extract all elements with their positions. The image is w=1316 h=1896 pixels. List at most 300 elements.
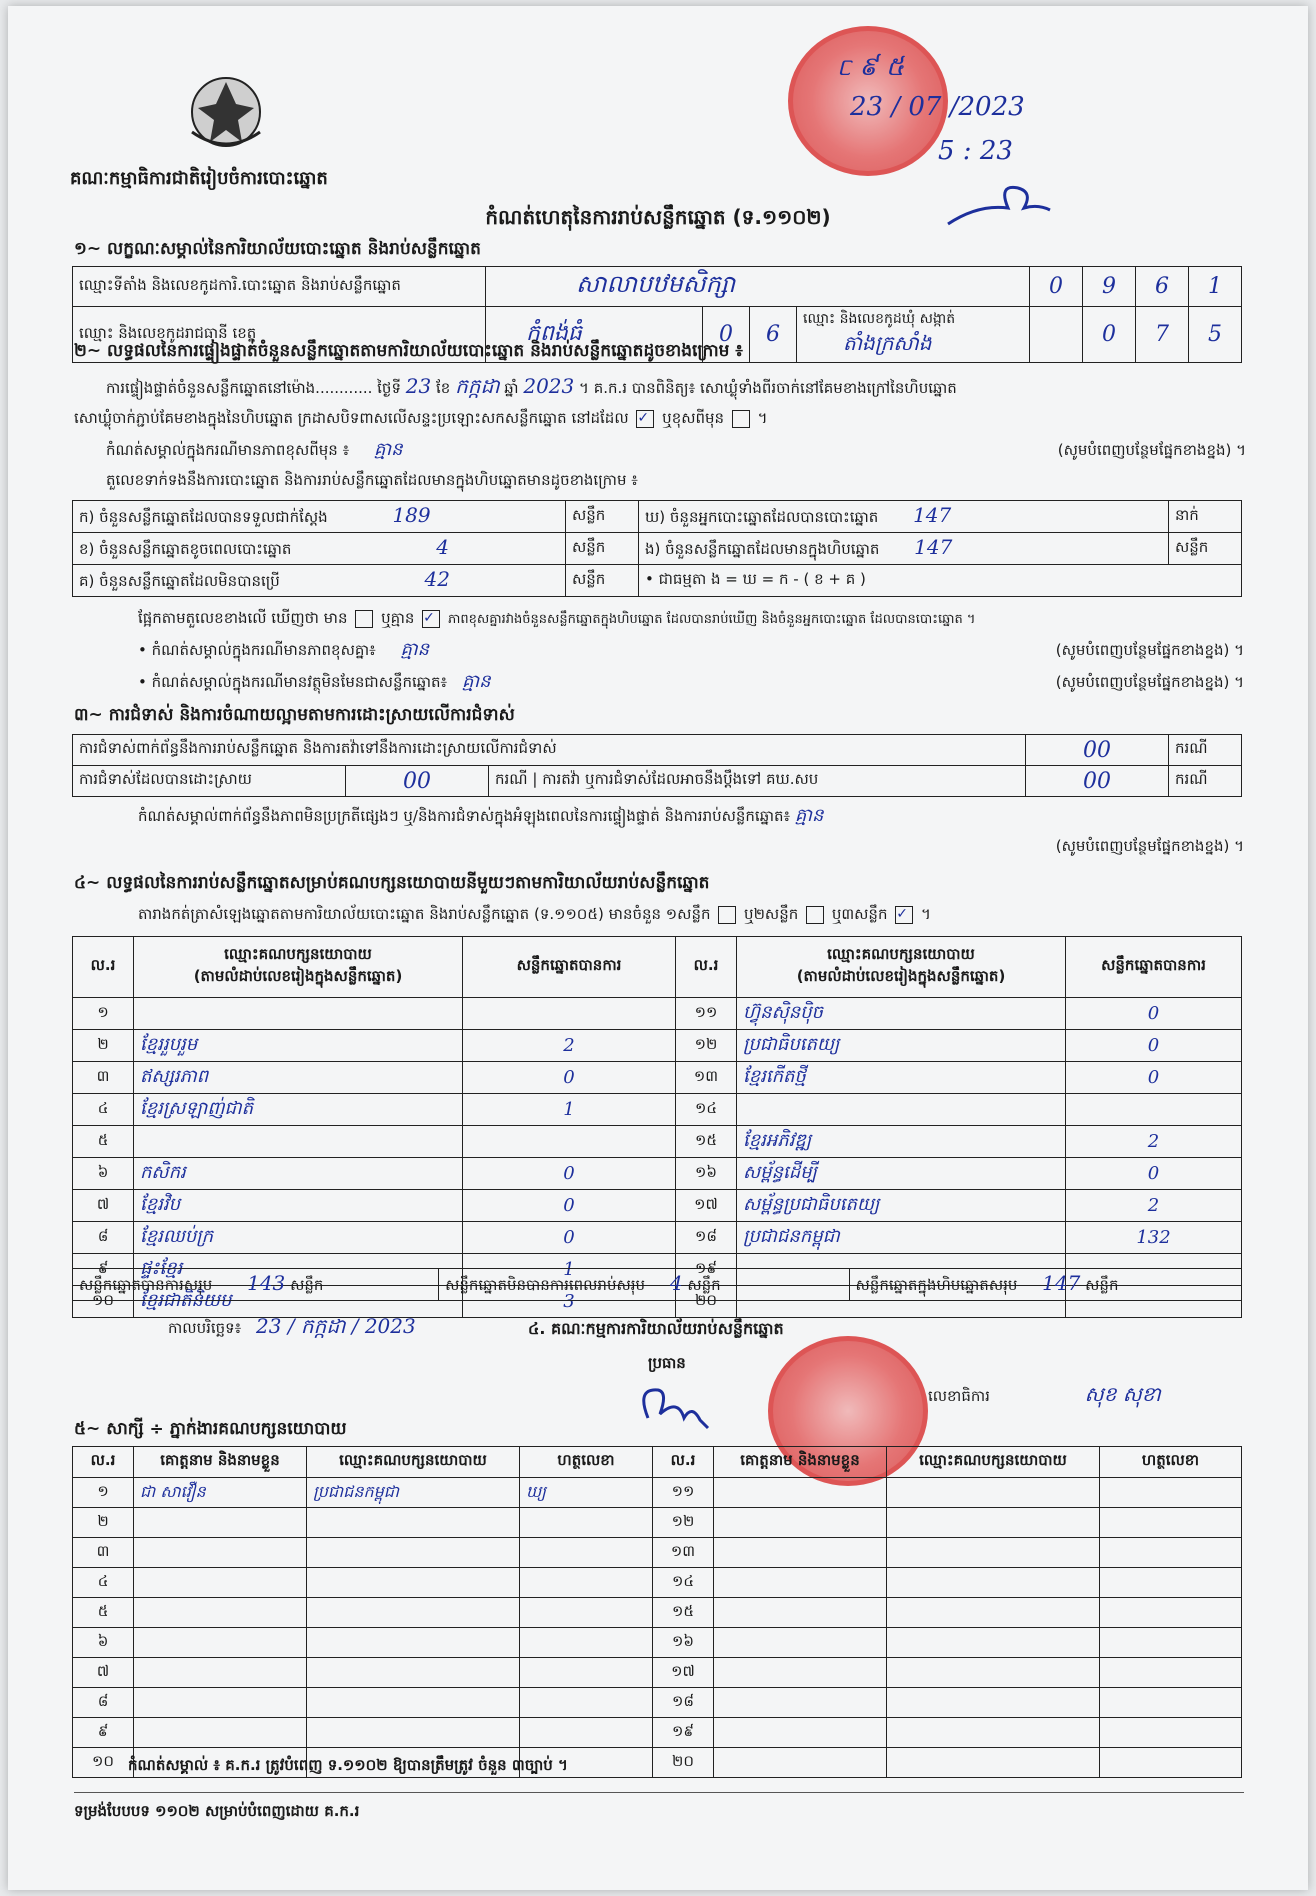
witness-col-no-right: ល.រ [653,1447,714,1478]
witness-col-name-left: គោត្តនាម និងនាមខ្លួន [134,1447,307,1478]
province-label: ឈ្មោះ និងលេខកូដរាជធានី ខេត្ត [73,307,486,363]
result-party-left: ឥស្សរភាព [134,1062,463,1094]
verify-line-1 [106,376,1246,398]
result-no-right: ១៧ [676,1190,737,1222]
stamp-time: 5 : 23 [938,136,1013,166]
fig-c-label [73,565,566,597]
result-no-left: ១ [73,998,134,1030]
total-valid-unit: សន្លឹក [290,1276,324,1294]
result-party-right: ខ្មែរអភិវឌ្ឍ [737,1126,1066,1158]
stamp-date: 23 / 07 /2023 [850,92,1025,122]
result-no-right: ២០ [676,1286,737,1318]
fig-a-label [73,501,566,533]
irregularity-value: គ្មាន [794,805,824,826]
witness-party-left [307,1628,520,1658]
witness-name-left [134,1718,307,1748]
result-no-left: ៥ [73,1126,134,1158]
total-box-label: សន្លឹកឆ្នោតក្នុងហិបឆ្នោតសរុប [855,1276,1018,1294]
result-no-left: ១០ [73,1286,134,1318]
verify-line-1-end: ។ គ.ក.រ បានពិនិត្យ៖ សោឃ្លុំទាំងពីរចាក់នៅគែមខាងក្រៅនៃហិបឆ្នោត [579,379,957,397]
table-row [73,1598,1242,1628]
diff-note-line [106,440,1246,460]
witness-party-left [307,1688,520,1718]
table-row [73,998,1242,1030]
table-row [73,1658,1242,1688]
fig-a-unit: សន្លឹក [566,501,639,533]
result-votes-left: 2 [463,1030,676,1062]
witness-party-left [307,1658,520,1688]
witness-no-left: ១០ [73,1748,134,1778]
secretary-label: លេខាធិការ [928,1387,990,1405]
secretary-name: សុខ សុខា [1084,1382,1161,1406]
witness-party-right [887,1538,1100,1568]
witness-no-left: ៨ [73,1688,134,1718]
witness-party-left [307,1718,520,1748]
tally-intro: តារាងកត់ត្រាសំឡេងឆ្នោតតាមការិយាល័យបោះឆ្នោត និងរាប់សន្លឹកឆ្នោត (ទ.១១០៥) មានចំនួន ១សន្លឹក [138,905,711,923]
result-party-right: ប្រជាជនកម្ពុជា [737,1222,1066,1254]
resolved-unit: ករណី [495,770,528,788]
witness-name-left [134,1628,307,1658]
location-code-2: 9 [1083,267,1136,307]
witness-sign-left [520,1628,653,1658]
witness-sign-left [520,1538,653,1568]
complaints-label: ការជំទាស់ពាក់ព័ន្ធនឹងការរាប់សន្លឹកឆ្នោត និងការតវ៉ាទៅនឹងការដោះស្រាយលើការជំទាស់ [73,735,1026,766]
witness-party-right [887,1688,1100,1718]
secretary-line [928,1384,1161,1406]
fig-b-text: ខ) ចំនួនសន្លឹកឆ្នោតខូចពេលបោះឆ្នោត [79,540,292,558]
resolved-label: ការជំទាស់ដែលបានដោះស្រាយ [73,766,346,797]
witness-no-left: ៦ [73,1628,134,1658]
witness-col-name-right: គោត្តនាម និងនាមខ្លួន [714,1447,887,1478]
result-no-right: ១៨ [676,1222,737,1254]
witness-no-left: ៤ [73,1568,134,1598]
complaints-unit: ករណី [1169,735,1242,766]
irregularity-note [138,806,1244,826]
president-label: ប្រធាន [648,1354,686,1372]
diff-note-2-value: គ្មាន [400,639,430,660]
verify-month: កក្កដា [455,374,500,398]
table-row [73,1718,1242,1748]
witness-name-right [714,1628,887,1658]
results-col-votes-left: សន្លឹកឆ្នោតបានការ [463,937,676,998]
fig-d-unit: នាក់ [1169,501,1242,533]
witness-no-left: ២ [73,1508,134,1538]
verify-year-label: ឆ្នាំ [504,379,519,397]
result-votes-right [1066,1094,1242,1126]
footer-divider [74,1792,1244,1793]
verify-line-2: សោឃ្លុំចាក់ភ្ជាប់គែមខាងក្នុងនៃហិបឆ្នោត ក្រដាសបិទពាសលើសន្ទះប្រឡោះសកសន្លឹកឆ្នោត នៅដដែល ✓ ឬខុសពីមុន ។ [74,409,768,427]
diff-note-2-line [138,640,1244,660]
result-party-left: ខ្មែរវិប [134,1190,463,1222]
witness-no-right: ១៥ [653,1598,714,1628]
fig-d-text: ឃ) ចំនួនអ្នកបោះឆ្នោតដែលបានបោះឆ្នោត [645,508,879,526]
witness-name-right [714,1688,887,1718]
table-row [73,1508,1242,1538]
result-party-right: សម្ព័ន្ធប្រជាធិបតេយ្យ [737,1190,1066,1222]
fig-e-value: 147 [914,535,953,559]
date-label: កាលបរិច្ឆេទ៖ [168,1319,242,1337]
witness-no-left: ៣ [73,1538,134,1568]
irregularity-label: កំណត់សម្គាល់ពាក់ព័ន្ធនឹងភាពមិនប្រក្រតីផ្សេងៗ ឬ/និងការជំទាស់ក្នុងអំឡុងពេលនៃការផ្ទៀងផ្ទាត់ និងការរាប់សន្លឹកឆ្នោត៖ [138,807,791,825]
commune-label-and-value [797,307,1030,363]
location-code-1: 0 [1030,267,1083,307]
province-code-2: 6 [750,307,797,363]
form-code: ទម្រង់បែបបទ ១១០២ សម្រាប់បំពេញដោយ គ.ក.រ [74,1802,360,1820]
discrepancy-none-label: ឬគ្មាន [381,609,415,627]
witness-no-right: ១៦ [653,1628,714,1658]
witness-sign-left [520,1658,653,1688]
result-no-right: ១៥ [676,1126,737,1158]
tally-sheets-line: តារាងកត់ត្រាសំឡេងឆ្នោតតាមការិយាល័យបោះឆ្នោត និងរាប់សន្លឹកឆ្នោត (ទ.១១០៥) មានចំនួន ១សន្លឹក ឬ២សន្លឹក ឬ៣សន្លឹក ✓ ។ [138,905,931,923]
witness-no-right: ១២ [653,1508,714,1538]
verify-year: 2023 [523,374,575,398]
location-label: ឈ្មោះទីតាំង និងលេខកូដការិ.បោះឆ្នោត និងរាប់សន្លឹកឆ្នោត [73,267,486,307]
appeal-unit: ករណី [1169,766,1242,797]
witness-sign-left [520,1508,653,1538]
fig-d-label [639,501,1169,533]
fig-b-label [73,533,566,565]
commune-label: ឈ្មោះ និងលេខកូដឃុំ សង្កាត់ [803,311,956,327]
province-value: កំពង់ធំ [486,307,703,363]
fill-note-1: (សូមបំពេញបន្ថែមផ្នែកខាងខ្នង) ។ [1057,441,1246,459]
witness-col-sign-left: ហត្ថលេខា [520,1447,653,1478]
result-no-right: ១៣ [676,1062,737,1094]
result-votes-left [463,998,676,1030]
witness-name-right [714,1568,887,1598]
three-sheets-label: ឬ៣សន្លឹក [831,905,888,923]
result-party-left: ខ្មែរស្រឡាញ់ជាតិ [134,1094,463,1126]
fig-b-value: 4 [436,535,449,559]
fig-e-text: ង) ចំនួនសន្លឹកឆ្នោតដែលមានក្នុងហិបឆ្នោត [645,540,880,558]
discrepancy-text: ភាពខុសគ្នារវាងចំនួនសន្លឹកឆ្នោតក្នុងហិបឆ្នោត ដែលបានរាប់ឃើញ និងចំនួនអ្នកបោះឆ្នោត ដែលបានបោះឆ្នោត ។ [447,612,976,627]
ballot-figures-table [72,500,1242,597]
results-col-no-left: ល.រ [73,937,134,998]
table-row [73,1126,1242,1158]
result-votes-right: 0 [1066,1030,1242,1062]
formula-note: • ជាធម្មតា ង = ឃ = ក - ( ខ + គ ) [639,565,1242,597]
witness-party-right [887,1748,1100,1778]
witness-sign-right [1100,1598,1242,1628]
result-votes-left: 0 [463,1222,676,1254]
president-signature [628,1378,758,1438]
result-no-left: ៦ [73,1158,134,1190]
witness-sign-right [1100,1508,1242,1538]
commune-value: តាំងក្រសាំង [843,331,932,355]
witness-sign-left [520,1688,653,1718]
result-votes-right: 2 [1066,1190,1242,1222]
result-votes-left: 3 [463,1286,676,1318]
result-no-right: ១១ [676,998,737,1030]
witness-col-party-left: ឈ្មោះគណបក្សនយោបាយ [307,1447,520,1478]
witness-col-no-left: ល.រ [73,1447,134,1478]
date-value: 23 / កក្កដា / 2023 [256,1314,416,1338]
diff-note-value: គ្មាន [373,439,403,460]
fig-a-value: 189 [392,503,431,527]
total-invalid-label: សន្លឹកឆ្នោតមិនបានការពេលរាប់សរុប [445,1276,646,1294]
verify-time-label: ការផ្ទៀងផ្ទាត់ចំនួនសន្លឹកឆ្នោតនៅម៉ោង............ ថ្ងៃទី [106,379,401,397]
witness-table [72,1446,1242,1778]
result-party-right [737,1094,1066,1126]
emblem-logo [178,72,274,150]
fig-e-label [639,533,1169,565]
witness-sign-right [1100,1538,1242,1568]
two-sheets-checkbox[interactable] [806,906,824,924]
witness-party-left: ប្រជាជនកម្ពុជា [307,1478,520,1508]
result-party-right: សម្ព័ន្ធដើម្បី [737,1158,1066,1190]
table-row [73,1190,1242,1222]
result-votes-left: 0 [463,1190,676,1222]
result-votes-left: 0 [463,1062,676,1094]
result-party-right: ប្រជាធិបតេយ្យ [737,1030,1066,1062]
results-table [72,936,1242,1318]
witness-sign-left: ឃ្យ [520,1478,653,1508]
witness-name-right [714,1478,887,1508]
fig-e-unit: សន្លឹក [1169,533,1242,565]
no-discrepancy-checkbox[interactable]: ✓ [422,610,440,628]
witness-sign-left [520,1598,653,1628]
witness-no-right: ១៧ [653,1658,714,1688]
table-row [73,1538,1242,1568]
figures-intro: តួលេខទាក់ទងនឹងការបោះឆ្នោត និងការរាប់សន្លឹកឆ្នោតដែលមានក្នុងហិបឆ្នោតមានដូចខាងក្រោម ៖ [106,471,638,489]
location-code-3: 6 [1136,267,1189,307]
commune-code-blank [1030,307,1083,363]
witness-col-party-right: ឈ្មោះគណបក្សនយោបាយ [887,1447,1100,1478]
witness-party-left [307,1538,520,1568]
document-title: កំណត់ហេតុនៃការរាប់សន្លឹកឆ្នោត (ទ.១១០២) [485,205,831,229]
table-row [73,1062,1242,1094]
section5-heading: ៥~ សាក្សី ÷ ភ្នាក់ងារគណបក្សនយោបាយ [74,1419,347,1439]
witness-body [73,1478,1242,1778]
fig-a-text: ក) ចំនួនសន្លឹកឆ្នោតដែលបានទទួលជាក់ស្ដែង [79,508,328,526]
fill-note-4: (សូមបំពេញបន្ថែមផ្នែកខាងខ្នង) ។ [1055,837,1244,855]
witness-col-sign-right: ហត្ថលេខា [1100,1447,1242,1478]
witness-party-right [887,1718,1100,1748]
result-votes-right: 0 [1066,998,1242,1030]
fig-d-value: 147 [913,503,952,527]
party-header-left: ឈ្មោះគណបក្សនយោបាយ [224,945,372,963]
stamp-number: ᥴ ៩ ៥ [838,52,905,82]
witness-party-left [307,1598,520,1628]
agency-name: គណៈកម្មាធិការជាតិរៀបចំការបោះឆ្នោត [70,168,328,189]
discrepancy-line [138,608,1248,630]
table-row [73,1094,1242,1126]
party-subheader-left: (តាមលំដាប់លេខរៀងក្នុងសន្លឹកឆ្នោត) [193,967,403,985]
witness-sign-right [1100,1688,1242,1718]
result-votes-left: 1 [463,1094,676,1126]
result-party-left: ផ្ទះខ្មែរ [134,1254,463,1286]
total-box-value: 147 [1042,1271,1081,1295]
committee-label: ៤. គណៈកម្មការការិយាល័យរាប់សន្លឹកឆ្នោត [528,1319,784,1338]
total-invalid-unit: សន្លឹក [687,1276,721,1294]
witness-sign-right [1100,1748,1242,1778]
result-no-left: ៨ [73,1222,134,1254]
witness-party-right [887,1478,1100,1508]
different-label: ឬខុសពីមុន [662,409,725,427]
witness-name-left: ជា សាវឿន [134,1478,307,1508]
resolved-unit-and-appeal: ករណី | ការតវ៉ា ឬការជំទាស់ដែលអាចនឹងប្ដឹងទៅ គឃ.សប [489,766,1026,797]
party-header-right: ឈ្មោះគណបក្សនយោបាយ [827,945,975,963]
results-col-votes-right: សន្លឹកឆ្នោតបានការ [1066,937,1242,998]
witness-no-right: ១១ [653,1478,714,1508]
witness-name-right [714,1508,887,1538]
result-votes-left: 1 [463,1254,676,1286]
results-col-party-right [737,937,1066,998]
result-party-left: ខ្មែររួបរួម [134,1030,463,1062]
table-row [73,1158,1242,1190]
object-note-label: • កំណត់សម្គាល់ក្នុងករណីមានវត្ថុមិនមែនជាសន្លឹកឆ្នោត៖ [138,673,448,691]
fig-c-text: គ) ចំនួនសន្លឹកឆ្នោតដែលមិនបានប្រើ [79,572,280,590]
verify-line-2-text: សោឃ្លុំចាក់ភ្ជាប់គែមខាងក្នុងនៃហិបឆ្នោត ក្រដាសបិទពាសលើសន្ទះប្រឡោះសកសន្លឹកឆ្នោត នៅដដែល [74,409,629,427]
object-note-line [138,672,1244,692]
commune-code-2: 7 [1136,307,1189,363]
result-votes-right: 0 [1066,1062,1242,1094]
fill-note-2: (សូមបំពេញបន្ថែមផ្នែកខាងខ្នង) ។ [1055,641,1244,659]
result-party-right: ខ្មែរកើតថ្មី [737,1062,1066,1094]
witness-no-right: ១៣ [653,1538,714,1568]
result-no-left: ៩ [73,1254,134,1286]
table-row [73,1688,1242,1718]
result-no-left: ៣ [73,1062,134,1094]
witness-name-right [714,1598,887,1628]
result-no-right: ១៩ [676,1254,737,1286]
witness-name-left [134,1688,307,1718]
result-party-left: ខ្មែរជាតិនិយម [134,1286,463,1318]
location-code-4: 1 [1189,267,1242,307]
witness-name-right [714,1718,887,1748]
result-no-right: ១២ [676,1030,737,1062]
witness-sign-right [1100,1568,1242,1598]
witness-name-left [134,1568,307,1598]
result-no-right: ១៤ [676,1094,737,1126]
appeal-value: 00 [1026,766,1169,797]
resolved-value: 00 [346,766,489,797]
fig-c-value: 42 [424,567,450,591]
total-box-cell [849,1269,1241,1301]
location-value: សាលាបឋមសិក្សា [486,267,1030,307]
table-row [73,1628,1242,1658]
diff-note-label: កំណត់សម្គាល់ក្នុងករណីមានភាពខុសពីមុន ៖ [106,441,350,459]
same-checkbox[interactable]: ✓ [636,410,654,428]
result-party-left: កសិករ [134,1158,463,1190]
commune-code-1: 0 [1083,307,1136,363]
two-sheets-label: ឬ២សន្លឹក [744,905,799,923]
result-party-left: ខ្មែរឈប់ក្រ [134,1222,463,1254]
complaints-table [72,734,1242,797]
verify-day: 23 [405,374,432,398]
witness-party-left [307,1568,520,1598]
result-votes-right: 0 [1066,1158,1242,1190]
witness-no-right: ១៩ [653,1718,714,1748]
total-invalid-value: 4 [669,1271,683,1295]
witness-name-left [134,1538,307,1568]
results-col-party-left [134,937,463,998]
witness-sign-right [1100,1478,1242,1508]
witness-sign-right [1100,1718,1242,1748]
witness-sign-right [1100,1628,1242,1658]
witness-party-right [887,1568,1100,1598]
party-subheader-right: (តាមលំដាប់លេខរៀងក្នុងសន្លឹកឆ្នោត) [796,967,1006,985]
witness-name-left [134,1508,307,1538]
result-votes-right: 2 [1066,1126,1242,1158]
fig-c-unit: សន្លឹក [566,565,639,597]
result-no-right: ១៦ [676,1158,737,1190]
witness-sign-right [1100,1658,1242,1688]
witness-no-left: ៧ [73,1658,134,1688]
object-note-value: គ្មាន [461,671,491,692]
three-sheets-checkbox[interactable]: ✓ [895,906,913,924]
total-valid-value: 143 [247,1271,286,1295]
witness-name-right [714,1748,887,1778]
total-valid-label: សន្លឹកឆ្នោតបានការសរុប [79,1276,213,1294]
results-col-no-right: ល.រ [676,937,737,998]
fill-note-3: (សូមបំពេញបន្ថែមផ្នែកខាងខ្នង) ។ [1055,673,1244,691]
total-invalid-cell [439,1269,849,1301]
fig-b-unit: សន្លឹក [566,533,639,565]
count-date-line [168,1316,416,1338]
witness-no-left: ៥ [73,1598,134,1628]
appeal-label: ការតវ៉ា ឬការជំទាស់ដែលអាចនឹងប្ដឹងទៅ គឃ.សប [542,770,819,788]
total-box-unit: សន្លឹក [1085,1276,1119,1294]
witness-party-right [887,1598,1100,1628]
section4-heading: ៤~ លទ្ធផលនៃការរាប់សន្លឹកឆ្នោតសម្រាប់គណបក្សនយោបាយនីមួយៗតាមការិយាល័យរាប់សន្លឹកឆ្នោត [74,873,710,893]
result-no-left: ៧ [73,1190,134,1222]
table-row [73,1478,1242,1508]
result-votes-right: 132 [1066,1222,1242,1254]
witness-no-left: ១ [73,1478,134,1508]
result-party-right: ហ៊្វុនស៊ិនប៉ិច [737,998,1066,1030]
table-row [73,1222,1242,1254]
result-party-left [134,1126,463,1158]
witness-party-right [887,1508,1100,1538]
diff-note-2-label: • កំណត់សម្គាល់ក្នុងករណីមានភាពខុសគ្នា៖ [138,641,376,659]
witness-name-left [134,1598,307,1628]
total-valid-cell [73,1269,439,1301]
totals-table [72,1268,1242,1301]
province-code-1: 0 [703,307,750,363]
witness-name-right [714,1658,887,1688]
witness-no-right: ១៤ [653,1568,714,1598]
witness-party-right [887,1628,1100,1658]
result-votes-left: 0 [463,1158,676,1190]
commune-code-3: 5 [1189,307,1242,363]
verify-month-label: ខែ [435,379,451,397]
discrepancy-has-label: ផ្អែកតាមតួលេខខាងលើ ឃើញថា មាន [138,609,348,627]
witness-party-left [307,1508,520,1538]
witness-no-left: ៩ [73,1718,134,1748]
section1-heading: ១~ លក្ខណៈសម្គាល់នៃការិយាល័យបោះឆ្នោត និងរាប់សន្លឹកឆ្នោត [74,239,481,259]
witness-no-right: ១៨ [653,1688,714,1718]
complaints-value: 00 [1026,735,1169,766]
result-party-left [134,998,463,1030]
different-checkbox[interactable] [732,410,750,428]
witness-party-right [887,1658,1100,1688]
footer-note: កំណត់សម្គាល់ ៖ គ.ក.រ ត្រូវបំពេញ ទ.១១០២ ឱ្យបានត្រឹមត្រូវ ចំនួន ៣ច្បាប់ ។ [128,1756,568,1774]
one-sheet-checkbox[interactable] [718,906,736,924]
document-page [8,6,1308,1890]
witness-sign-left [520,1718,653,1748]
result-votes-left [463,1126,676,1158]
section3-heading: ៣~ ការជំទាស់ និងការចំណាយល្អាមតាមការដោះស្រាយលើការជំទាស់ [74,705,515,725]
result-no-left: ២ [73,1030,134,1062]
has-discrepancy-checkbox[interactable] [355,610,373,628]
section2-heading: ២~ លទ្ធផលនៃការផ្ទៀងផ្ទាត់ចំនួនសន្លឹកឆ្នោតតាមការិយាល័យបោះឆ្នោត និងរាប់សន្លឹកឆ្នោតដូចខាងក្រោម ៖ [74,341,743,361]
witness-no-right: ២០ [653,1748,714,1778]
result-no-left: ៤ [73,1094,134,1126]
witness-sign-left [520,1568,653,1598]
witness-name-left [134,1658,307,1688]
table-row [73,1030,1242,1062]
table-row [73,1568,1242,1598]
